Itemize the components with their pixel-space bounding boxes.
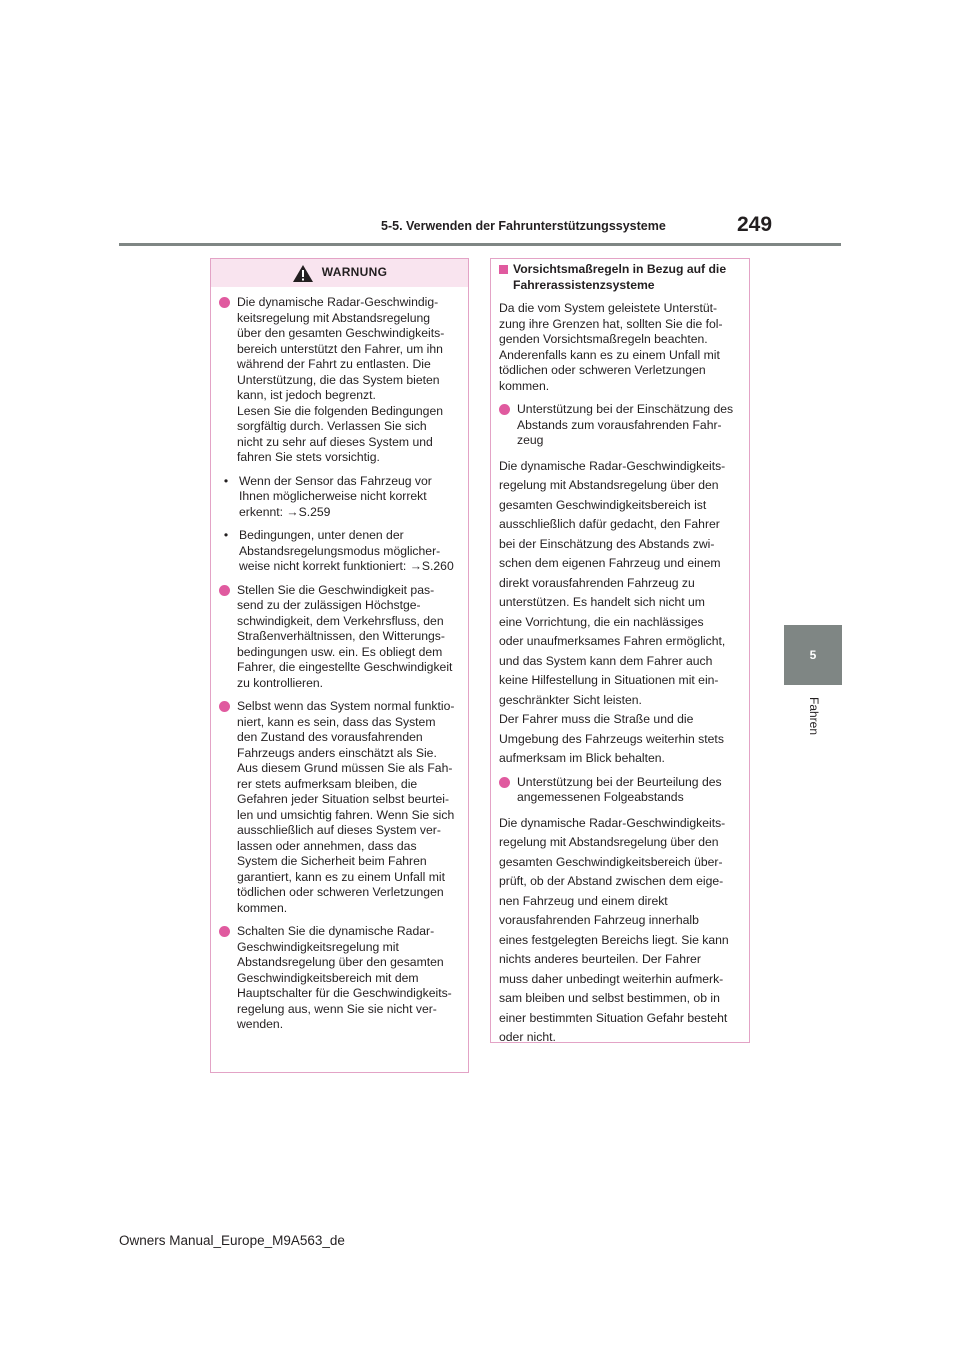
- warning-item: [219, 924, 459, 1033]
- point-bullet-icon: •: [223, 528, 229, 542]
- chapter-label-text: Fahren: [807, 696, 821, 736]
- warning-item: [219, 295, 459, 466]
- precaution-item: [499, 402, 741, 449]
- warning-item: [219, 699, 459, 916]
- precautions-heading-text: Vorsichtsmaßregeln in Bezug auf die Fahrerassistenzsysteme: [513, 262, 727, 292]
- precaution-item-text: Die dynamische Radar-Geschwindigkeits- regelung mit Abstandsregelung über den gesamten Geschwindigkeitsbereich ist ausschließlich dafür gedacht, den Fahrer bei der Einschätzung des Abstands zwi- schen dem eigenen Fahrzeug und einem direkt vorausfahrenden Fahrzeug zu unterstützen. Es handelt sich nicht um eine Vorrichtung, die ein nachlässiges oder unaufmerksames Fahren ermöglicht, und das System kann dem Fahrer auch keine Hilfestellung in Situationen mit ein- geschränkter Sicht leisten. Der Fahrer muss die Straße und die Umgebung des Fahrzeugs weiterhin stets aufmerksam im Blick behalten.: [499, 458, 726, 765]
- section-title: 5-5. Verwenden der Fahrunterstützungssysteme: [381, 219, 666, 233]
- warning-item-text: Schalten Sie die dynamische Radar- Geschwindigkeitsregelung mit Abstandsregelung über den gesamten Geschwindigkeitsbereich mit dem Hauptschalter für die Geschwindigkeits- regelung aus, wenn Sie sie nicht ver- wenden.: [237, 924, 452, 1031]
- header-divider: [119, 243, 841, 246]
- precautions-box: [490, 258, 750, 1043]
- square-bullet-icon: [499, 265, 508, 274]
- precaution-item: [499, 775, 741, 806]
- warning-item-text: Selbst wenn das System normal funktio- niert, kann es sein, dass das System den Zustand des vorausfahrenden Fahrzeugs anders einschätzt als Sie. Aus diesem Grund müssen Sie als Fah- rer stets aufmerksam bleiben, die Gefahren jeder Situation selbst beurtei- len und umsichtig fahren. Wenn Sie sich ausschließlich auf dieses System ver- lassen oder annehmen, dass das System die Sicherheit beim Fahren garantiert, kann es zu einem Unfall mit tödlichen oder schweren Verletzungen kommen.: [237, 699, 455, 915]
- warning-title: WARNUNG: [321, 265, 388, 280]
- precaution-item-title: Unterstützung bei der Beurteilung des angemessenen Folgeabstands: [517, 774, 722, 804]
- warning-item: [219, 474, 459, 521]
- dot-bullet-icon: [219, 585, 230, 596]
- warning-item-text: Wenn der Sensor das Fahrzeug vor Ihnen möglicherweise nicht korrekt erkennt: →S.259: [239, 473, 432, 519]
- chapter-number: 5: [809, 648, 817, 662]
- warning-item: [219, 528, 459, 575]
- precaution-item-text: Die dynamische Radar-Geschwindigkeits- regelung mit Abstandsregelung über den gesamten Geschwindigkeitsbereich über- prüft, ob der Abstand zwischen dem eige- nen Fahrzeug und einem direkt vorausfahrenden Fahrzeug innerhalb eines festgelegten Bereichs liegt. Sie kann nichts anderes beurteilen. Der Fahrer muss daher unbedingt weiterhin aufmerk- sam bleiben und selbst bestimmen, ob in einer bestimmten Situation Gefahr besteht oder nicht.: [499, 815, 729, 1044]
- point-bullet-icon: •: [223, 473, 229, 488]
- chapter-tab: [784, 625, 842, 685]
- warning-item-text: Bedingungen, unter denen der Abstandsregelungsmodus möglicher- weise nicht korrekt funktioniert: →S.260: [239, 528, 454, 573]
- warning-body: [211, 287, 468, 1033]
- warning-item-text: Stellen Sie die Geschwindigkeit pas- send zu der zulässigen Höchstge- schwindigkeit, dem Verkehrsfluss, den Straßenverhältnissen, den Witterungs- bedingungen usw. ein. Es obliegt dem Fahrer, die eingestellte Geschwindigkeit zu kontrollieren.: [237, 582, 453, 690]
- dot-bullet-icon: [499, 777, 510, 788]
- precaution-item-title: Unterstützung bei der Einschätzung des Abstands zum vorausfahrenden Fahr- zeug: [517, 402, 734, 447]
- footer-text: Owners Manual_Europe_M9A563_de: [119, 1233, 345, 1248]
- dot-bullet-icon: [219, 926, 230, 937]
- chapter-label: [786, 690, 842, 742]
- warning-item: [219, 583, 459, 692]
- dot-bullet-icon: [219, 297, 230, 308]
- precautions-intro: Da die vom System geleistete Unterstüt- zung ihre Grenzen hat, sollten Sie die fol- genden Vorsichtsmaßregeln beachten. Anderenfalls kann es zu einem Unfall mit tödlichen oder schweren Verletzungen kommen.: [499, 301, 723, 393]
- dot-bullet-icon: [499, 404, 510, 415]
- warning-triangle-icon: [292, 264, 314, 283]
- page-number: 249: [737, 213, 773, 236]
- precautions-heading: [499, 262, 741, 293]
- warning-box: [210, 258, 469, 1073]
- warning-item-text: Die dynamische Radar-Geschwindig- keitsregelung mit Abstandsregelung über den gesamten Geschwindigkeits- bereich unterstützt den Fahrer, um ihn während der Fahrt zu entlasten. Die Unterstützung, die das System bieten kann, ist jedoch begrenzt. Lesen Sie die folgenden Bedingungen sorgfältig durch. Verlassen Sie sich nicht zu sehr auf dieses System und fahren Sie stets vorsichtig.: [237, 295, 445, 464]
- dot-bullet-icon: [219, 701, 230, 712]
- warning-header: [211, 259, 468, 287]
